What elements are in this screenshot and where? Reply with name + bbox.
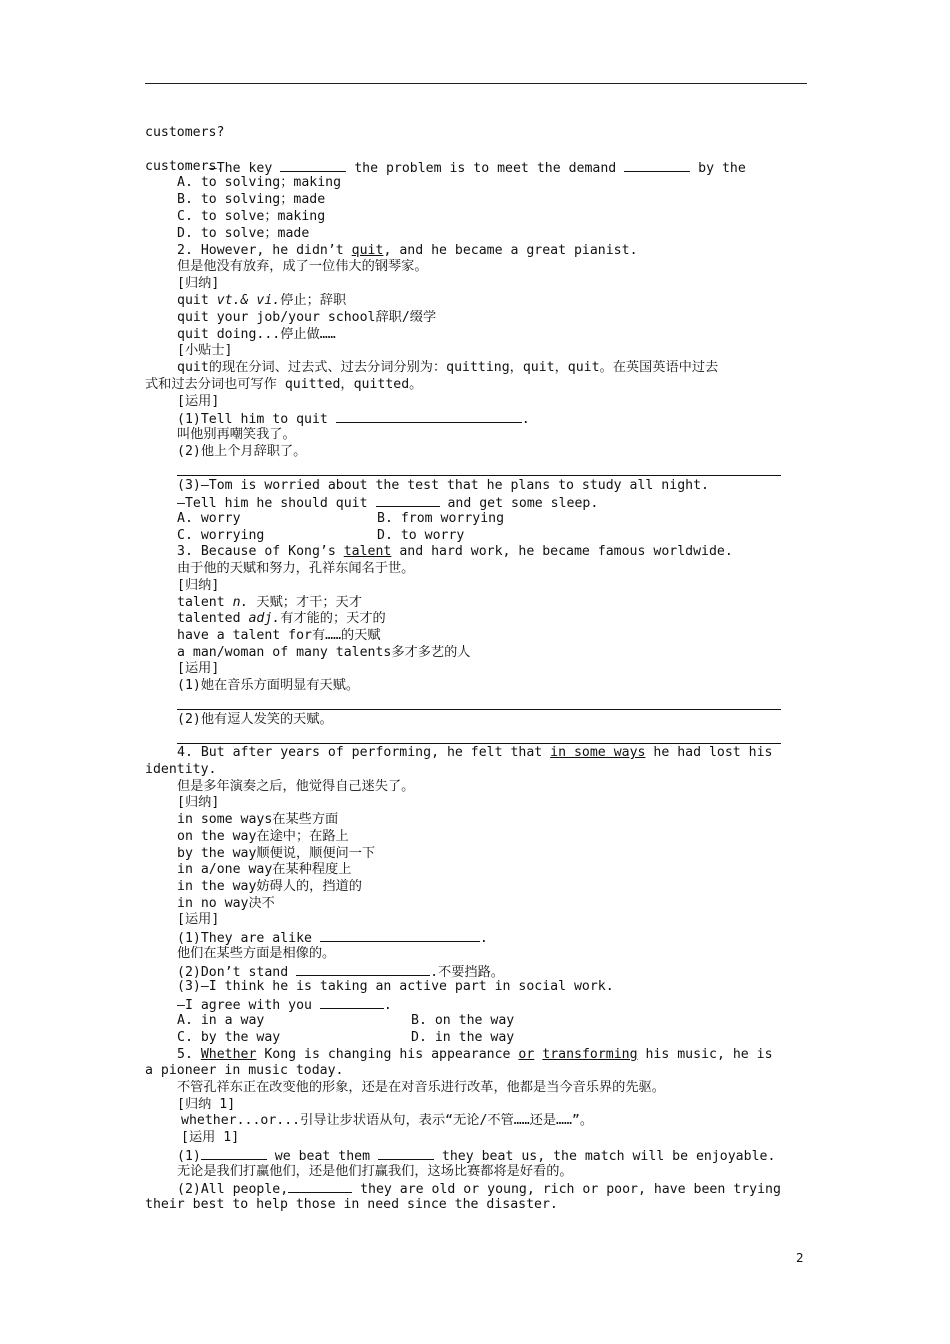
- example-sentence: 5. Whether Kong is changing his appearance or transforming his music, he is: [177, 1047, 773, 1062]
- section-label: [运用]: [177, 912, 220, 927]
- text-line: customers.: [145, 159, 225, 174]
- answer-blank[interactable]: [336, 410, 522, 423]
- answer-line[interactable]: [177, 743, 781, 744]
- answer-blank[interactable]: [378, 1147, 434, 1160]
- option-a: A. worry: [177, 511, 241, 526]
- translation: 但是他没有放弃，成了一位伟大的钢琴家。: [177, 259, 428, 274]
- text-line: customers?: [145, 125, 225, 140]
- translation: 无论是我们打赢他们，还是他们打赢我们，这场比赛都将是好看的。: [177, 1164, 573, 1179]
- dialog-line: —The key the problem is to meet the demand by the: [208, 160, 746, 176]
- answer-blank[interactable]: [296, 963, 430, 976]
- section-label: [运用]: [177, 394, 220, 409]
- tip-text: 式和过去分词也可写作 quitted，quitted。: [145, 377, 423, 392]
- option-c: C. to solve；making: [177, 209, 326, 224]
- section-label: [归纳 1]: [177, 1097, 236, 1112]
- text-line: their best to help those in need since the disaster.: [145, 1197, 558, 1212]
- phrase: in no way决不: [177, 896, 275, 911]
- keyword-in-some-ways: in some ways: [550, 745, 646, 760]
- phrase: have a talent for有……的天赋: [177, 628, 381, 643]
- section-label: [归纳]: [177, 795, 220, 810]
- example-sentence: 3. Because of Kong’s talent and hard work, he became famous worldwide.: [177, 544, 733, 559]
- option-d: D. in the way: [411, 1030, 515, 1045]
- translation: 由于他的天赋和努力，孔祥东闻名于世。: [177, 561, 415, 576]
- answer-blank[interactable]: [320, 929, 480, 942]
- exercise: (1)Tell him to quit .: [177, 412, 530, 427]
- phrase: by the way顺便说，顺便问一下: [177, 846, 376, 861]
- answer-blank[interactable]: [376, 494, 440, 507]
- answer-line[interactable]: [177, 475, 781, 476]
- grammar-rule: whether...or...引导让步状语从句，表示“无论/不管……还是……”。: [181, 1113, 594, 1128]
- option-b: B. on the way: [411, 1013, 515, 1028]
- translation: 不管孔祥东正在改变他的形象，还是在对音乐进行改革，他都是当今音乐界的先驱。: [177, 1080, 665, 1095]
- keyword-whether: Whether: [200, 1047, 257, 1062]
- keyword-or: or: [518, 1047, 535, 1062]
- answer-blank[interactable]: [288, 1180, 352, 1193]
- dialog-line: —Tell him he should quit and get some sleep.: [177, 496, 599, 511]
- phrase: on the way在途中；在路上: [177, 829, 349, 844]
- option-a: A. in a way: [177, 1013, 265, 1028]
- answer-blank[interactable]: [320, 996, 384, 1009]
- exercise: (3)—Tom is worried about the test that he plans to study all night.: [177, 478, 709, 493]
- exercise: (1)They are alike .: [177, 931, 488, 946]
- example-sentence: 2. However, he didn’t quit, and he became a great pianist.: [177, 243, 638, 258]
- phrase: quit your job/your school辞职/缀学: [177, 310, 437, 325]
- translation: 叫他别再嘲笑我了。: [177, 427, 296, 442]
- tip-text: quit的现在分词、过去式、过去分词分别为：quitting，quit，quit。在英国英语中过去: [177, 360, 719, 375]
- page-number: 2: [796, 1251, 804, 1265]
- section-label: [小贴士]: [177, 343, 233, 358]
- phrase: in some ways在某些方面: [177, 812, 339, 827]
- translation: 他们在某些方面是相像的。: [177, 946, 336, 961]
- option-b: B. to solving；made: [177, 192, 326, 207]
- text-line: a pioneer in music today.: [145, 1063, 344, 1078]
- phrase: quit doing...停止做……: [177, 327, 336, 342]
- keyword-transforming: transforming: [542, 1047, 638, 1062]
- text-line: identity.: [145, 762, 217, 777]
- definition: talented adj.有才能的；天才的: [177, 611, 386, 626]
- exercise: (2)All people, they are old or young, rich or poor, have been trying: [177, 1182, 781, 1197]
- definition: quit vt.& vi.停止；辞职: [177, 293, 347, 308]
- option-c: C. worrying: [177, 528, 265, 543]
- dialog-line: —I agree with you .: [177, 998, 392, 1013]
- keyword-quit: quit: [351, 243, 384, 258]
- section-label: [运用]: [177, 661, 220, 676]
- definition: talent n. 天赋；才干；天才: [177, 595, 362, 610]
- option-a: A. to solving；making: [177, 175, 342, 190]
- exercise: (3)—I think he is taking an active part in social work.: [177, 979, 614, 994]
- section-label: [归纳]: [177, 578, 220, 593]
- exercise: (2)Don’t stand .不要挡路。: [177, 965, 504, 980]
- section-label: [运用 1]: [181, 1130, 240, 1145]
- option-b: B. from worrying: [377, 511, 505, 526]
- option-d: D. to worry: [377, 528, 465, 543]
- example-sentence: 4. But after years of performing, he felt that in some ways he had lost his: [177, 745, 773, 760]
- exercise: (2)他有逗人发笑的天赋。: [177, 712, 333, 727]
- phrase: a man/woman of many talents多才多艺的人: [177, 645, 471, 660]
- header-rule: [145, 83, 807, 84]
- answer-line[interactable]: [177, 709, 781, 710]
- answer-blank[interactable]: [201, 1147, 267, 1160]
- phrase: in the way妨碍人的，挡道的: [177, 879, 362, 894]
- option-d: D. to solve；made: [177, 226, 310, 241]
- translation: 但是多年演奏之后，他觉得自己迷失了。: [177, 779, 415, 794]
- section-label: [归纳]: [177, 276, 220, 291]
- exercise: (1) we beat them they beat us, the match will be enjoyable.: [177, 1149, 776, 1164]
- exercise: (1)她在音乐方面明显有天赋。: [177, 678, 360, 693]
- exercise: (2)他上个月辞职了。: [177, 444, 307, 459]
- phrase: in a/one way在某种程度上: [177, 862, 352, 877]
- keyword-talent: talent: [343, 544, 392, 559]
- option-c: C. by the way: [177, 1030, 281, 1045]
